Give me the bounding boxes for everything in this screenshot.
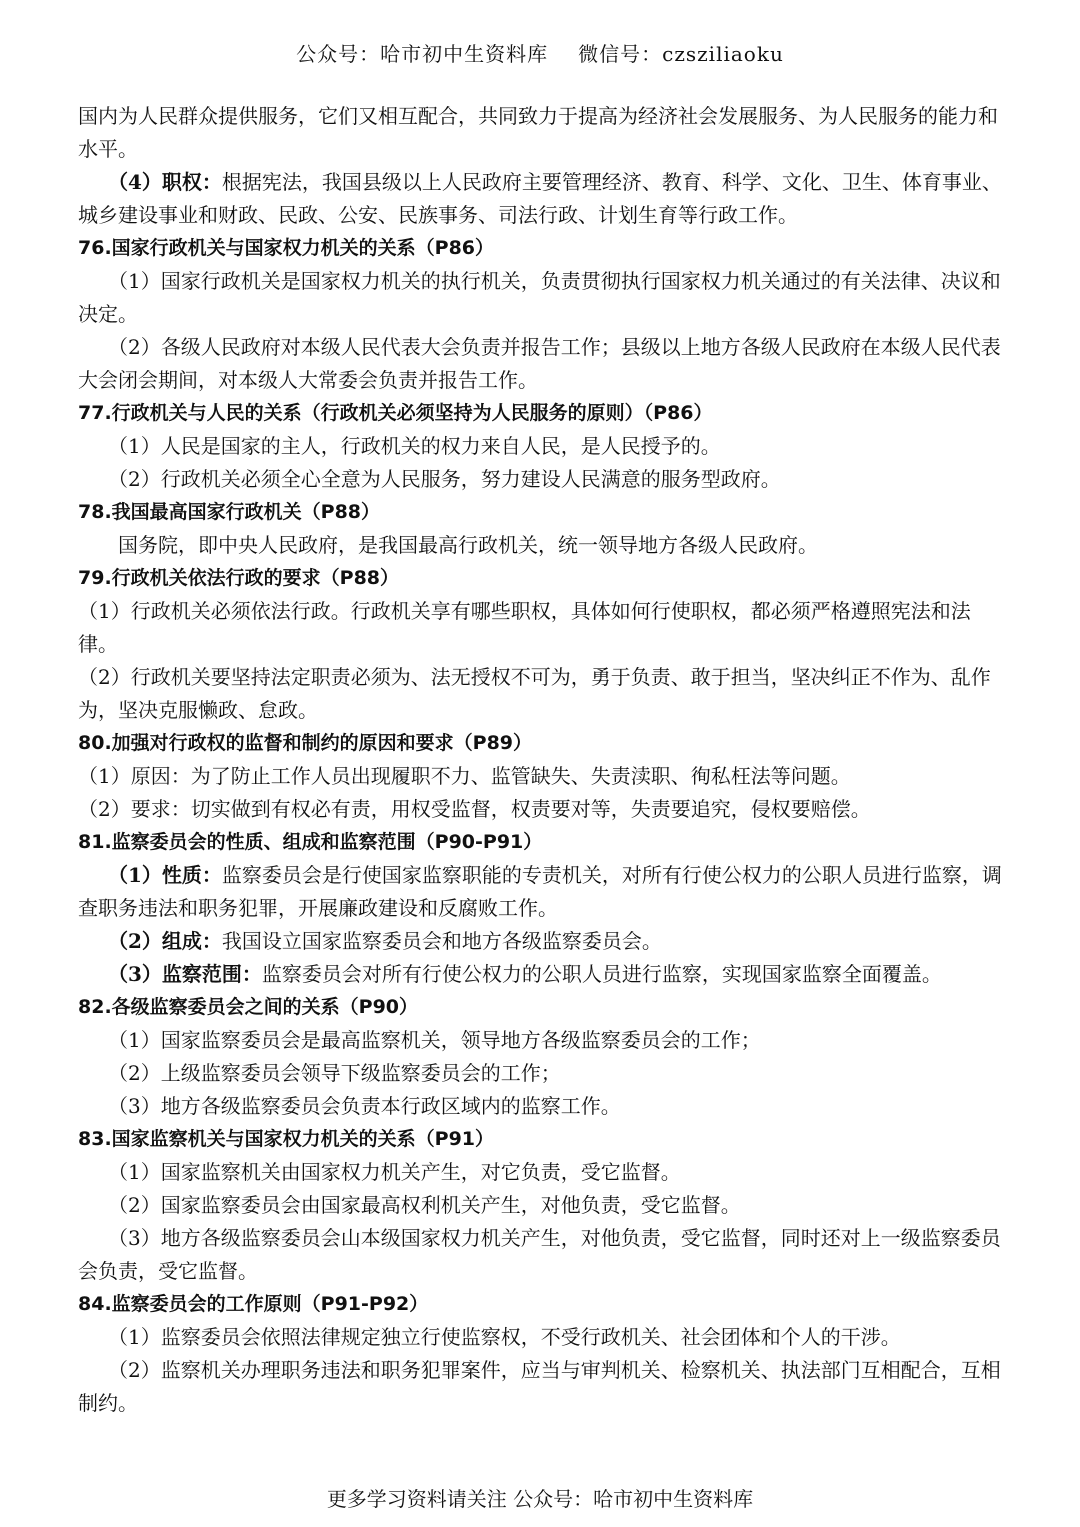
paragraph: （2）监察机关办理职务违法和职务犯罪案件，应当与审判机关、检察机关、执法部门互相配合，互相制约。 — [78, 1358, 1001, 1415]
section-heading-76: 76.国家行政机关与国家权力机关的关系（P86） — [78, 237, 495, 259]
section-heading-79: 79.行政机关依法行政的要求（P88） — [78, 567, 400, 589]
paragraph: （2）行政机关必须全心全意为人民服务，努力建设人民满意的服务型政府。 — [108, 467, 781, 491]
term-text: 我国设立国家监察委员会和地方各级监察委员会。 — [221, 929, 662, 953]
paragraph: （2）国家监察委员会由国家最高权利机关产生，对他负责，受它监督。 — [108, 1193, 741, 1217]
paragraph: （1）原因：为了防止工作人员出现履职不力、监管缺失、失责渎职、徇私枉法等问题。 — [78, 764, 851, 788]
section-heading-84: 84.监察委员会的工作原则（P91-P92） — [78, 1293, 429, 1315]
paragraph: （2）各级人民政府对本级人民代表大会负责并报告工作；县级以上地方各级人民政府在本级人民代表大会闭会期间，对本级人大常委会负责并报告工作。 — [78, 335, 1001, 392]
paragraph — [78, 958, 1008, 991]
term-label: （2）组成： — [108, 929, 222, 953]
paragraph: （2）行政机关要坚持法定职责必须为、法无授权不可为，勇于负责、敢于担当，坚决纠正不作为、乱作为，坚决克服懒政、怠政。 — [78, 665, 991, 722]
term-text: 监察委员会对所有行使公权力的公职人员进行监察，实现国家监察全面覆盖。 — [261, 962, 942, 986]
section-heading-80: 80.加强对行政权的监督和制约的原因和要求（P89） — [78, 732, 533, 754]
paragraph — [78, 166, 1008, 232]
section-heading-78: 78.我国最高国家行政机关（P88） — [78, 501, 381, 523]
paragraph: （1）国家监察机关由国家权力机关产生，对它负责，受它监督。 — [108, 1160, 681, 1184]
term-label: （3）监察范围： — [108, 962, 262, 986]
paragraph: （2）要求：切实做到有权必有责，用权受监督，权责要对等，失责要追究，侵权要赔偿。 — [78, 797, 871, 821]
page-footer: 更多学习资料请关注 公众号：哈市初中生资料库 — [326, 1487, 754, 1511]
term-label: （1）性质： — [108, 863, 222, 887]
paragraph: （1）国家监察委员会是最高监察机关，领导地方各级监察委员会的工作； — [108, 1028, 761, 1052]
paragraph: 国内为人民群众提供服务，它们又相互配合，共同致力于提高为经济社会发展服务、为人民服务的能力和水平。 — [78, 104, 998, 161]
paragraph — [78, 859, 1008, 925]
paragraph: （2）上级监察委员会领导下级监察委员会的工作； — [108, 1061, 561, 1085]
paragraph: （1）人民是国家的主人，行政机关的权力来自人民，是人民授予的。 — [108, 434, 721, 458]
term-text: 根据宪法，我国县级以上人民政府主要管理经济、教育、科学、文化、卫生、体育事业、城乡建设事业和财政、民政、公安、民族事务、司法行政、计划生育等行政工作。 — [78, 170, 1002, 227]
term-text: 监察委员会是行使国家监察职能的专责机关，对所有行使公权力的公职人员进行监察，调查职务违法和职务犯罪，开展廉政建设和反腐败工作。 — [78, 863, 1002, 920]
header-account: 公众号：哈市初中生资料库 — [296, 42, 549, 66]
paragraph: （3）地方各级监察委员会山本级国家权力机关产生，对他负责，受它监督，同时还对上一级监察委员会负责，受它监督。 — [78, 1226, 1001, 1283]
page-header — [0, 38, 1080, 67]
section-heading-77: 77.行政机关与人民的关系（行政机关必须坚持为人民服务的原则）（P86） — [78, 402, 713, 424]
paragraph: （1）监察委员会依照法律规定独立行使监察权，不受行政机关、社会团体和个人的干涉。 — [108, 1325, 901, 1349]
section-heading-81: 81.监察委员会的性质、组成和监察范围（P90-P91） — [78, 831, 543, 853]
section-heading-83: 83.国家监察机关与国家权力机关的关系（P91） — [78, 1128, 495, 1150]
paragraph: 国务院，即中央人民政府，是我国最高行政机关，统一领导地方各级人民政府。 — [118, 533, 818, 557]
section-heading-82: 82.各级监察委员会之间的关系（P90） — [78, 996, 419, 1018]
paragraph — [78, 925, 1008, 958]
paragraph: （1）国家行政机关是国家权力机关的执行机关，负责贯彻执行国家权力机关通过的有关法律、决议和决定。 — [78, 269, 1001, 326]
document-body — [78, 100, 1008, 1420]
term-label: （4）职权： — [108, 170, 222, 194]
paragraph: （1）行政机关必须依法行政。行政机关享有哪些职权，具体如何行使职权，都必须严格遵照宪法和法律。 — [78, 599, 971, 656]
header-wechat: 微信号：czsziliaoku — [578, 42, 784, 66]
paragraph: （3）地方各级监察委员会负责本行政区域内的监察工作。 — [108, 1094, 621, 1118]
